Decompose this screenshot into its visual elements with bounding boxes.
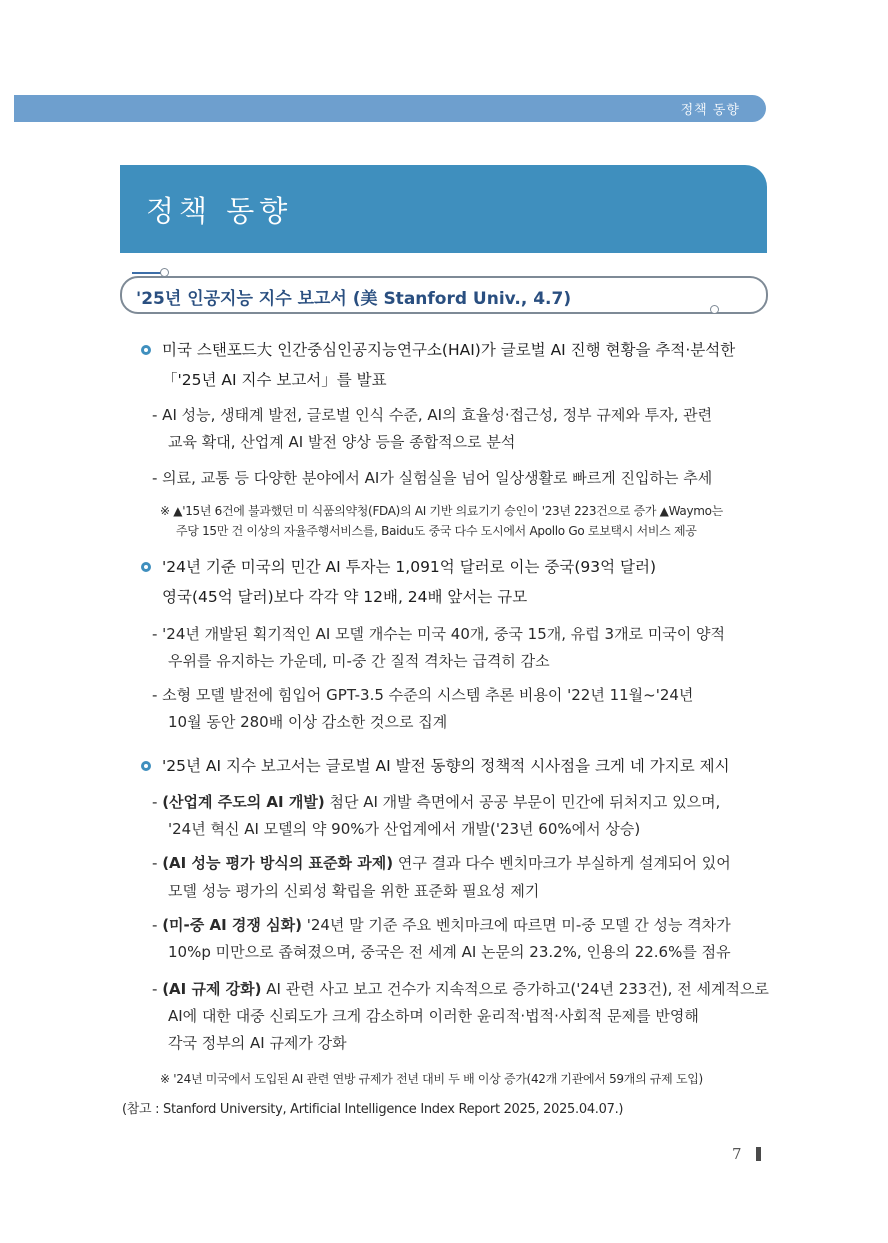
bullet-2-sub-1-line-1: - '24년 개발된 획기적인 AI 모델 개수는 미국 40개, 중국 15개, 유럽 3개로 미국이 양적 <box>152 625 726 643</box>
bullet-3-item-2-text: 연구 결과 다수 벤치마크가 부실하게 설계되어 있어 <box>393 854 731 872</box>
bullet-2-sub-2-line-1: - 소형 모델 발전에 힘입어 GPT-3.5 수준의 시스템 추론 비용이 '22년 11월~'24년 <box>152 686 694 704</box>
header-band <box>14 95 766 122</box>
bullet-3-item-4-heading: (AI 규제 강화) <box>162 980 262 998</box>
bullet-3-item-1-heading: (산업계 주도의 AI 개발) <box>162 793 325 811</box>
bullet-1-sub-1-line-2: 교육 확대, 산업계 AI 발전 양상 등을 종합적으로 분석 <box>168 433 516 451</box>
section-title: '25년 인공지능 지수 보고서 (美 Stanford Univ., 4.7) <box>136 289 572 309</box>
bullet-1-icon <box>141 345 151 355</box>
bullet-3-item-2-line-2: 모델 성능 평가의 신뢰성 확립을 위한 표준화 필요성 제기 <box>168 882 540 900</box>
bullet-1-sub-2: - 의료, 교통 등 다양한 분야에서 AI가 실험실을 넘어 일상생활로 빠르게 진입하는 추세 <box>152 469 713 487</box>
bullet-2-sub-2-line-2: 10월 동안 280배 이상 감소한 것으로 집계 <box>168 713 448 731</box>
bullet-2-line-1: '24년 기준 미국의 민간 AI 투자는 1,091억 달러로 이는 중국(93억 달러) <box>162 558 657 576</box>
bullet-3-item-2-heading: (AI 성능 평가 방식의 표준화 과제) <box>162 854 394 872</box>
chapter-title-box <box>120 165 767 253</box>
bullet-3-item-1-line-2: '24년 혁신 AI 모델의 약 90%가 산업계에서 개발('23년 60%에서 상승) <box>168 820 641 838</box>
bullet-3-item-3-line-1: - (미-중 AI 경쟁 심화) '24년 말 기준 주요 벤치마크에 따르면 미-중 모델 간 성능 격차가 <box>152 916 731 934</box>
bullet-1-note-line-2: 주당 15만 건 이상의 자율주행서비스를, Baidu도 중국 다수 도시에서 Apollo Go 로보택시 서비스 제공 <box>176 524 697 538</box>
bullet-3-line-1: '25년 AI 지수 보고서는 글로벌 AI 발전 동향의 정책적 시사점을 크게 네 가지로 제시 <box>162 757 730 775</box>
page-number-bar <box>756 1147 761 1161</box>
bullet-3-item-4-line-2: AI에 대한 대중 신뢰도가 크게 감소하며 이러한 윤리적·법적·사회적 문제를 반영해 <box>168 1007 699 1025</box>
bullet-3-item-3-text: '24년 말 기준 주요 벤치마크에 따르면 미-중 모델 간 성능 격차가 <box>301 916 731 934</box>
bullet-2-sub-1-line-2: 우위를 유지하는 가운데, 미-중 간 질적 격차는 급격히 감소 <box>168 652 550 670</box>
bullet-1-line-1: 미국 스탠포드大 인간중심인공지능연구소(HAI)가 글로벌 AI 진행 현황을 추적·분석한 <box>162 341 736 359</box>
bullet-1-note-line-1: ※ ▲'15년 6건에 불과했던 미 식품의약청(FDA)의 AI 기반 의료기기 승인이 '23년 223건으로 증가 ▲Waymo는 <box>160 504 723 518</box>
bullet-3-item-1-text: 첨단 AI 개발 측면에서 공공 부문이 민간에 뒤처지고 있으며, <box>324 793 721 811</box>
bullet-3-item-2-line-1: - (AI 성능 평가 방식의 표준화 과제) 연구 결과 다수 벤치마크가 부실하게 설계되어 있어 <box>152 854 731 872</box>
bullet-3-item-4-text: AI 관련 사고 보고 건수가 지속적으로 증가하고('24년 233건), 전 세계적으로 <box>261 980 769 998</box>
section-title-box <box>120 276 768 314</box>
bullet-3-item-4-line-3: 각국 정부의 AI 규제가 강화 <box>168 1034 347 1052</box>
page-number: 7 <box>732 1145 742 1163</box>
reference: (참고 : Stanford University, Artificial Intelligence Index Report 2025, 2025.04.07.) <box>122 1102 624 1117</box>
bullet-3-item-1-line-1: - (산업계 주도의 AI 개발) 첨단 AI 개발 측면에서 공공 부문이 민간에 뒤처지고 있으며, <box>152 793 721 811</box>
bullet-3-item-4-line-1: - (AI 규제 강화) AI 관련 사고 보고 건수가 지속적으로 증가하고('24년 233건), 전 세계적으로 <box>152 980 769 998</box>
bullet-3-item-3-line-2: 10%p 미만으로 좁혀졌으며, 중국은 전 세계 AI 논문의 23.2%, 인용의 22.6%를 점유 <box>168 943 731 961</box>
bullet-1-sub-1-line-1: - AI 성능, 생태계 발전, 글로벌 인식 수준, AI의 효율성·접근성, 정부 규제와 투자, 관련 <box>152 406 713 424</box>
bullet-1-line-2: 「'25년 AI 지수 보고서」를 발표 <box>162 371 387 389</box>
chapter-title: 정책 동향 <box>146 194 293 228</box>
header-band-label: 정책 동향 <box>680 103 740 118</box>
section-bottom-dot <box>710 305 719 314</box>
bullet-3-note: ※ '24년 미국에서 도입된 AI 관련 연방 규제가 전년 대비 두 배 이상 증가(42개 기관에서 59개의 규제 도입) <box>160 1072 703 1086</box>
bullet-2-line-2: 영국(45억 달러)보다 각각 약 12배, 24배 앞서는 규모 <box>162 588 528 606</box>
bullet-3-item-3-heading: (미-중 AI 경쟁 심화) <box>162 916 302 934</box>
bullet-2-icon <box>141 562 151 572</box>
bullet-3-icon <box>141 761 151 771</box>
